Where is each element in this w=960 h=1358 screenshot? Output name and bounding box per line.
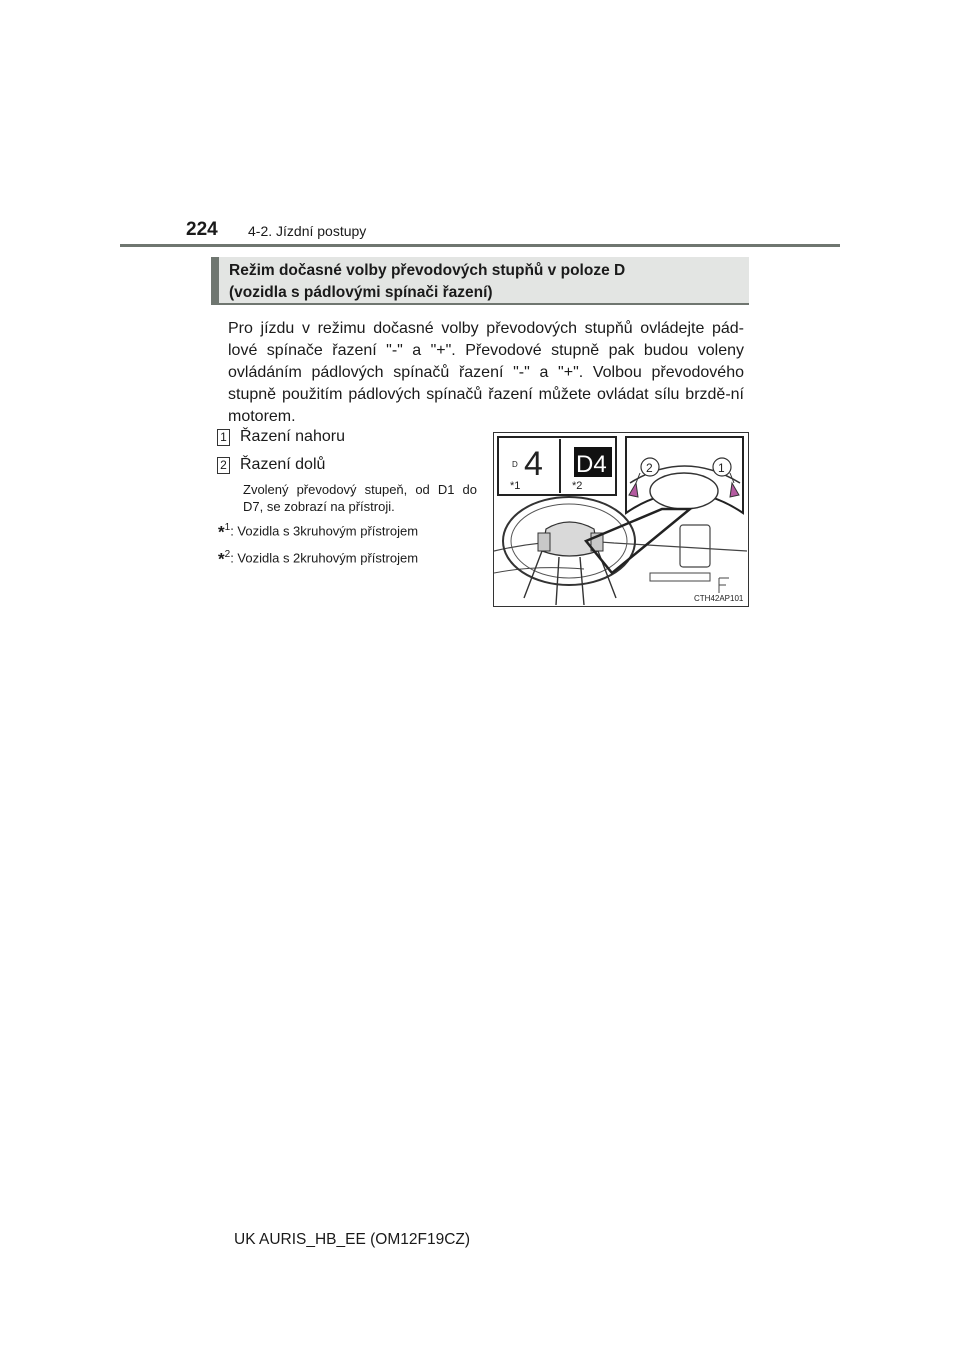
vent-outline [650,573,710,581]
paddle-left-small [538,533,550,551]
figure-code: CTH42AP101 [694,594,744,603]
footnote-text-2: : Vozidla s 2kruhovým přístrojem [230,550,419,566]
section-title [211,257,749,305]
footnote-1 [218,522,418,542]
step-label-1: Řazení nahoru [240,428,345,445]
page-number: 224 [186,219,218,240]
label-star-2: *2 [572,480,583,492]
footnote-sup-1: 1 [224,522,231,533]
display-small-d: D [512,460,518,469]
running-head: 4-2. Jízdní postupy [248,223,367,239]
callout-1: 1 [718,461,725,475]
header-rule [120,244,840,247]
panel-glyph [719,578,729,593]
step-downshift [217,456,325,474]
display-gear-digit: 4 [524,445,543,483]
section-title-line-2: (vozidla s pádlovými spínači řazení) [229,284,493,301]
footnote-star-2: * [218,549,225,569]
section-title-line-1: Režim dočasné volby převodových stupňů v poloze D [229,262,626,279]
body-paragraph: Pro jízdu v režimu dočasné volby převodových stupňů ovládejte pád-lové spínače řazení "-" a "+". Převodové stupně pak budou voleny ovládáním pádlových spínačů řazení "-" a "+". Volbou převodového stupně použitím pádlových spínačů řazení můžete ovládat sílu brzdě-ní motorem. [228,320,744,425]
footnote-sup-2: 2 [224,549,231,560]
paddle-shift-illustration [493,432,749,607]
footnote-star-1: * [218,522,225,542]
wheel-hub-large [650,473,718,509]
callout-2: 2 [646,461,653,475]
illustration-svg [494,433,747,605]
footnote-2 [218,549,418,569]
display-d4: D4 [576,451,607,478]
center-screen-outline [680,525,710,567]
dashboard-line-lower [494,568,584,573]
footer-model: UK AURIS_HB_EE (OM12F19CZ) [234,1231,471,1248]
step-number-2: 2 [217,457,230,474]
step-number-1: 1 [217,429,230,446]
label-star-1: *1 [510,480,521,492]
step-label-2: Řazení dolů [240,456,326,473]
step-upshift [217,428,345,446]
footnote-text-1: : Vozidla s 3kruhovým přístrojem [230,523,419,539]
gear-display-note: Zvolený převodový stupeň, od D1 do D7, se zobrazí na přístroji. [243,482,477,514]
dashboard-line [494,541,747,551]
